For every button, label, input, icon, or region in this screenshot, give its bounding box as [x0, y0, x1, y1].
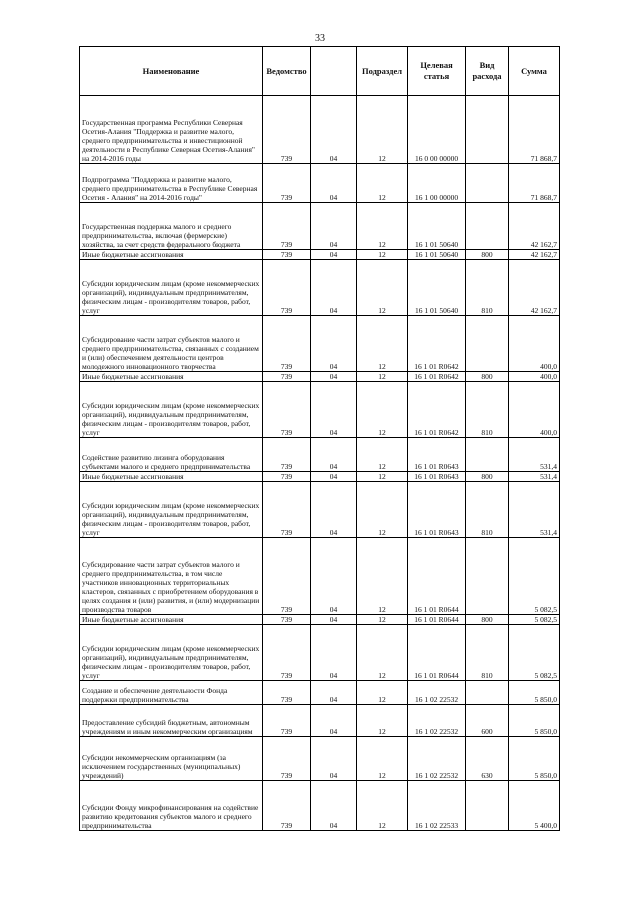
- row-summa: 71 868,7: [509, 164, 560, 203]
- row-celevaya-statya: 16 0 00 00000: [408, 96, 466, 164]
- table-row: [80, 705, 560, 737]
- row-name: Предоставление субсидий бюджетным, автономным учреждениям и иным некоммерческим организациям: [80, 705, 263, 737]
- row-celevaya-statya: 16 1 01 R0643: [408, 438, 466, 472]
- row-summa: 531,4: [509, 482, 560, 538]
- row-vid-raskhoda: [466, 438, 509, 472]
- header-vid-raskhoda: Вид расхода: [466, 47, 509, 96]
- row-vid-raskhoda: [466, 164, 509, 203]
- table-row: [80, 472, 560, 482]
- row-vedomstvo: 739: [263, 615, 311, 625]
- row-name: Подпрограмма "Поддержка и развитие малого, среднего предпринимательства в Республике Северная Осетия - Алания" на 2014-2016 годы": [80, 164, 263, 203]
- row-vid-raskhoda: [466, 781, 509, 831]
- table-row: [80, 615, 560, 625]
- row-name: Субсидии Фонду микрофинансирования на содействие развитию кредитования субъектов малого и среднего предпринимательства: [80, 781, 263, 831]
- table-row: [80, 482, 560, 538]
- row-razdel: 04: [311, 260, 357, 316]
- row-name: Иные бюджетные ассигнования: [80, 472, 263, 482]
- row-celevaya-statya: 16 1 01 50640: [408, 250, 466, 260]
- row-celevaya-statya: 16 1 01 R0642: [408, 382, 466, 438]
- row-podrazdel: 12: [357, 737, 408, 781]
- table-row: [80, 96, 560, 164]
- row-podrazdel: 12: [357, 472, 408, 482]
- row-name: Субсидии юридическим лицам (кроме некоммерческих организаций), индивидуальным предпринимателям, физическим лицам - производителям товаров, работ, услуг: [80, 625, 263, 681]
- table-row: [80, 372, 560, 382]
- row-summa: 5 850,0: [509, 681, 560, 705]
- row-vid-raskhoda: [466, 681, 509, 705]
- row-celevaya-statya: 16 1 01 R0642: [408, 316, 466, 372]
- row-vedomstvo: 739: [263, 260, 311, 316]
- row-razdel: 04: [311, 316, 357, 372]
- row-vid-raskhoda: 810: [466, 482, 509, 538]
- row-name: Субсидии некоммерческим организациям (за исключением государственных (муниципальных) учреждений): [80, 737, 263, 781]
- row-razdel: 04: [311, 625, 357, 681]
- row-celevaya-statya: 16 1 02 22533: [408, 781, 466, 831]
- row-razdel: 04: [311, 538, 357, 615]
- row-summa: 531,4: [509, 438, 560, 472]
- row-celevaya-statya: 16 1 01 R0643: [408, 482, 466, 538]
- row-name: Государственная поддержка малого и среднего предпринимательства, включая (фермерские) хозяйства, за счет средств федерального бюджета: [80, 203, 263, 250]
- row-vid-raskhoda: 800: [466, 472, 509, 482]
- row-name: Иные бюджетные ассигнования: [80, 372, 263, 382]
- row-razdel: 04: [311, 96, 357, 164]
- row-name: Субсидии юридическим лицам (кроме некоммерческих организаций), индивидуальным предпринимателям, физическим лицам - производителям товаров, работ, услуг: [80, 260, 263, 316]
- row-vedomstvo: 739: [263, 538, 311, 615]
- row-summa: 42 162,7: [509, 260, 560, 316]
- row-podrazdel: 12: [357, 615, 408, 625]
- table-row: [80, 438, 560, 472]
- row-vedomstvo: 739: [263, 781, 311, 831]
- row-celevaya-statya: 16 1 02 22532: [408, 737, 466, 781]
- row-vid-raskhoda: 600: [466, 705, 509, 737]
- row-podrazdel: 12: [357, 382, 408, 438]
- header-name: Наименование: [80, 47, 263, 96]
- row-celevaya-statya: 16 1 01 R0644: [408, 615, 466, 625]
- page-number: 33: [315, 33, 325, 44]
- row-podrazdel: 12: [357, 681, 408, 705]
- row-vid-raskhoda: 800: [466, 372, 509, 382]
- row-vedomstvo: 739: [263, 438, 311, 472]
- row-vid-raskhoda: 800: [466, 250, 509, 260]
- row-vedomstvo: 739: [263, 372, 311, 382]
- row-vedomstvo: 739: [263, 316, 311, 372]
- header-celevaya-statya: Целевая статья: [408, 47, 466, 96]
- row-vid-raskhoda: [466, 203, 509, 250]
- row-vedomstvo: 739: [263, 482, 311, 538]
- table-row: [80, 538, 560, 615]
- row-celevaya-statya: 16 1 02 22532: [408, 681, 466, 705]
- row-podrazdel: 12: [357, 781, 408, 831]
- row-razdel: 04: [311, 615, 357, 625]
- row-podrazdel: 12: [357, 705, 408, 737]
- row-vid-raskhoda: 810: [466, 382, 509, 438]
- row-summa: 5 850,0: [509, 705, 560, 737]
- row-name: Государственная программа Республики Северная Осетия-Алания "Поддержка и развитие малого, среднего предпринимательства и инвестиционной деятельности в Республике Северная Осетия-Алания" на 2014-2016 годы: [80, 96, 263, 164]
- row-vid-raskhoda: [466, 96, 509, 164]
- row-podrazdel: 12: [357, 164, 408, 203]
- row-name: Создание и обеспечение деятельности Фонда поддержки предпринимательства: [80, 681, 263, 705]
- table-row: [80, 681, 560, 705]
- header-summa: Сумма: [509, 47, 560, 96]
- row-vedomstvo: 739: [263, 203, 311, 250]
- row-podrazdel: 12: [357, 482, 408, 538]
- row-summa: 5 082,5: [509, 625, 560, 681]
- row-vedomstvo: 739: [263, 164, 311, 203]
- row-razdel: 04: [311, 681, 357, 705]
- row-summa: 531,4: [509, 472, 560, 482]
- row-razdel: 04: [311, 438, 357, 472]
- table-row: [80, 737, 560, 781]
- row-name: Субсидирование части затрат субъектов малого и среднего предпринимательства, в том числе участников инновационных территориальных кластеров, связанных с приобретением оборудования в целях создания и (или) развития, и (или) модернизации производства товаров: [80, 538, 263, 615]
- row-vedomstvo: 739: [263, 681, 311, 705]
- table-header-row: [80, 47, 560, 96]
- table-row: [80, 250, 560, 260]
- row-vedomstvo: 739: [263, 705, 311, 737]
- row-podrazdel: 12: [357, 96, 408, 164]
- row-name: Иные бюджетные ассигнования: [80, 250, 263, 260]
- row-razdel: 04: [311, 250, 357, 260]
- row-razdel: 04: [311, 372, 357, 382]
- row-celevaya-statya: 16 1 01 R0644: [408, 625, 466, 681]
- row-summa: 400,0: [509, 382, 560, 438]
- row-razdel: 04: [311, 472, 357, 482]
- row-razdel: 04: [311, 203, 357, 250]
- row-vid-raskhoda: 630: [466, 737, 509, 781]
- row-summa: 5 082,5: [509, 538, 560, 615]
- row-summa: 42 162,7: [509, 250, 560, 260]
- row-vid-raskhoda: [466, 316, 509, 372]
- table-row: [80, 203, 560, 250]
- row-name: Иные бюджетные ассигнования: [80, 615, 263, 625]
- row-razdel: 04: [311, 737, 357, 781]
- row-vedomstvo: 739: [263, 737, 311, 781]
- row-celevaya-statya: 16 1 01 R0644: [408, 538, 466, 615]
- row-podrazdel: 12: [357, 250, 408, 260]
- row-razdel: 04: [311, 382, 357, 438]
- row-vid-raskhoda: 800: [466, 615, 509, 625]
- table-row: [80, 382, 560, 438]
- row-name: Содействие развитию лизинга оборудования субъектами малого и среднего предпринимательства: [80, 438, 263, 472]
- table-row: [80, 781, 560, 831]
- row-summa: 42 162,7: [509, 203, 560, 250]
- row-name: Субсидирование части затрат субъектов малого и среднего предпринимательства, связанных с созданием и (или) обеспечением деятельности центров молодежного инновационного творчества: [80, 316, 263, 372]
- table-row: [80, 164, 560, 203]
- table-row: [80, 625, 560, 681]
- row-vedomstvo: 739: [263, 96, 311, 164]
- row-celevaya-statya: 16 1 01 50640: [408, 260, 466, 316]
- row-celevaya-statya: 16 1 00 00000: [408, 164, 466, 203]
- row-vedomstvo: 739: [263, 625, 311, 681]
- row-podrazdel: 12: [357, 316, 408, 372]
- row-razdel: 04: [311, 781, 357, 831]
- row-razdel: 04: [311, 482, 357, 538]
- header-razdel: [311, 47, 357, 96]
- row-summa: 400,0: [509, 372, 560, 382]
- header-vedomstvo: Ведомство: [263, 47, 311, 96]
- row-razdel: 04: [311, 164, 357, 203]
- row-celevaya-statya: 16 1 01 R0643: [408, 472, 466, 482]
- row-vedomstvo: 739: [263, 382, 311, 438]
- row-vedomstvo: 739: [263, 250, 311, 260]
- row-podrazdel: 12: [357, 203, 408, 250]
- budget-table: [79, 46, 560, 831]
- row-vid-raskhoda: [466, 538, 509, 615]
- row-summa: 5 850,0: [509, 737, 560, 781]
- row-razdel: 04: [311, 705, 357, 737]
- row-vid-raskhoda: 810: [466, 625, 509, 681]
- row-podrazdel: 12: [357, 260, 408, 316]
- table-row: [80, 260, 560, 316]
- row-podrazdel: 12: [357, 372, 408, 382]
- row-vedomstvo: 739: [263, 472, 311, 482]
- row-podrazdel: 12: [357, 625, 408, 681]
- row-vid-raskhoda: 810: [466, 260, 509, 316]
- table-row: [80, 316, 560, 372]
- row-summa: 400,0: [509, 316, 560, 372]
- row-name: Субсидии юридическим лицам (кроме некоммерческих организаций), индивидуальным предпринимателям, физическим лицам - производителям товаров, работ, услуг: [80, 482, 263, 538]
- row-name: Субсидии юридическим лицам (кроме некоммерческих организаций), индивидуальным предпринимателям, физическим лицам - производителям товаров, работ, услуг: [80, 382, 263, 438]
- row-summa: 71 868,7: [509, 96, 560, 164]
- row-summa: 5 400,0: [509, 781, 560, 831]
- row-podrazdel: 12: [357, 438, 408, 472]
- row-celevaya-statya: 16 1 01 50640: [408, 203, 466, 250]
- row-celevaya-statya: 16 1 02 22532: [408, 705, 466, 737]
- row-podrazdel: 12: [357, 538, 408, 615]
- row-celevaya-statya: 16 1 01 R0642: [408, 372, 466, 382]
- header-podrazdel: Подраздел: [357, 47, 408, 96]
- row-summa: 5 082,5: [509, 615, 560, 625]
